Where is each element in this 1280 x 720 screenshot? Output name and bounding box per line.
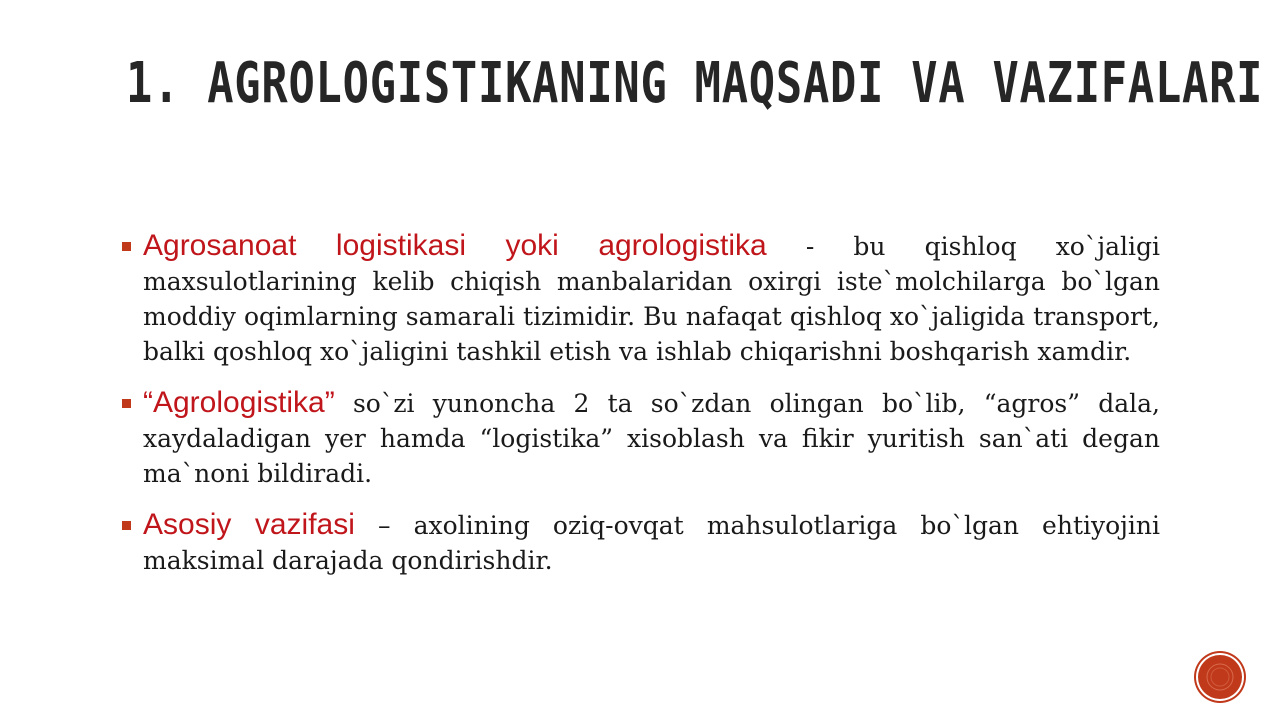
bullet-item xyxy=(122,385,1160,491)
slide-body xyxy=(122,228,1160,594)
square-bullet-icon xyxy=(122,399,131,408)
bullet-term: Asosiy vazifasi xyxy=(143,508,355,541)
slide-title: 1. AGROLOGISTIKANING MAQSADI VA VAZIFALARI xyxy=(126,51,1264,116)
square-bullet-icon xyxy=(122,521,131,530)
bullet-text: so`zi yunoncha 2 ta so`zdan olingan bo`lib, “agros” dala, xaydaladigan yer hamda “logistika” xisoblash va fikir yuritish san`ati degan ma`noni bildiradi. xyxy=(143,389,1160,488)
circle-badge-icon xyxy=(1198,655,1242,699)
bullet-term: “Agrologistika” xyxy=(143,386,335,419)
bullet-item xyxy=(122,228,1160,369)
bullet-item xyxy=(122,507,1160,578)
bullet-text: - bu qishloq xo`jaligi maxsulotlarining kelib chiqish manbalaridan oxirgi iste`molchilarga bo`lgan moddiy oqimlarning samarali tizimidir. Bu nafaqat qishloq xo`jaligida transport, balki qoshloq xo`jaligini tashkil etish va ishlab chiqarishni boshqarish xamdir. xyxy=(143,232,1160,366)
circle-ring-icon xyxy=(1204,661,1236,693)
bullet-text: – axolining oziq-ovqat mahsulotlariga bo`lgan ehtiyojini maksimal darajada qondirishdir. xyxy=(143,511,1161,575)
square-bullet-icon xyxy=(122,242,131,251)
bullet-term: Agrosanoat logistikasi yoki agrologistika xyxy=(143,229,767,262)
